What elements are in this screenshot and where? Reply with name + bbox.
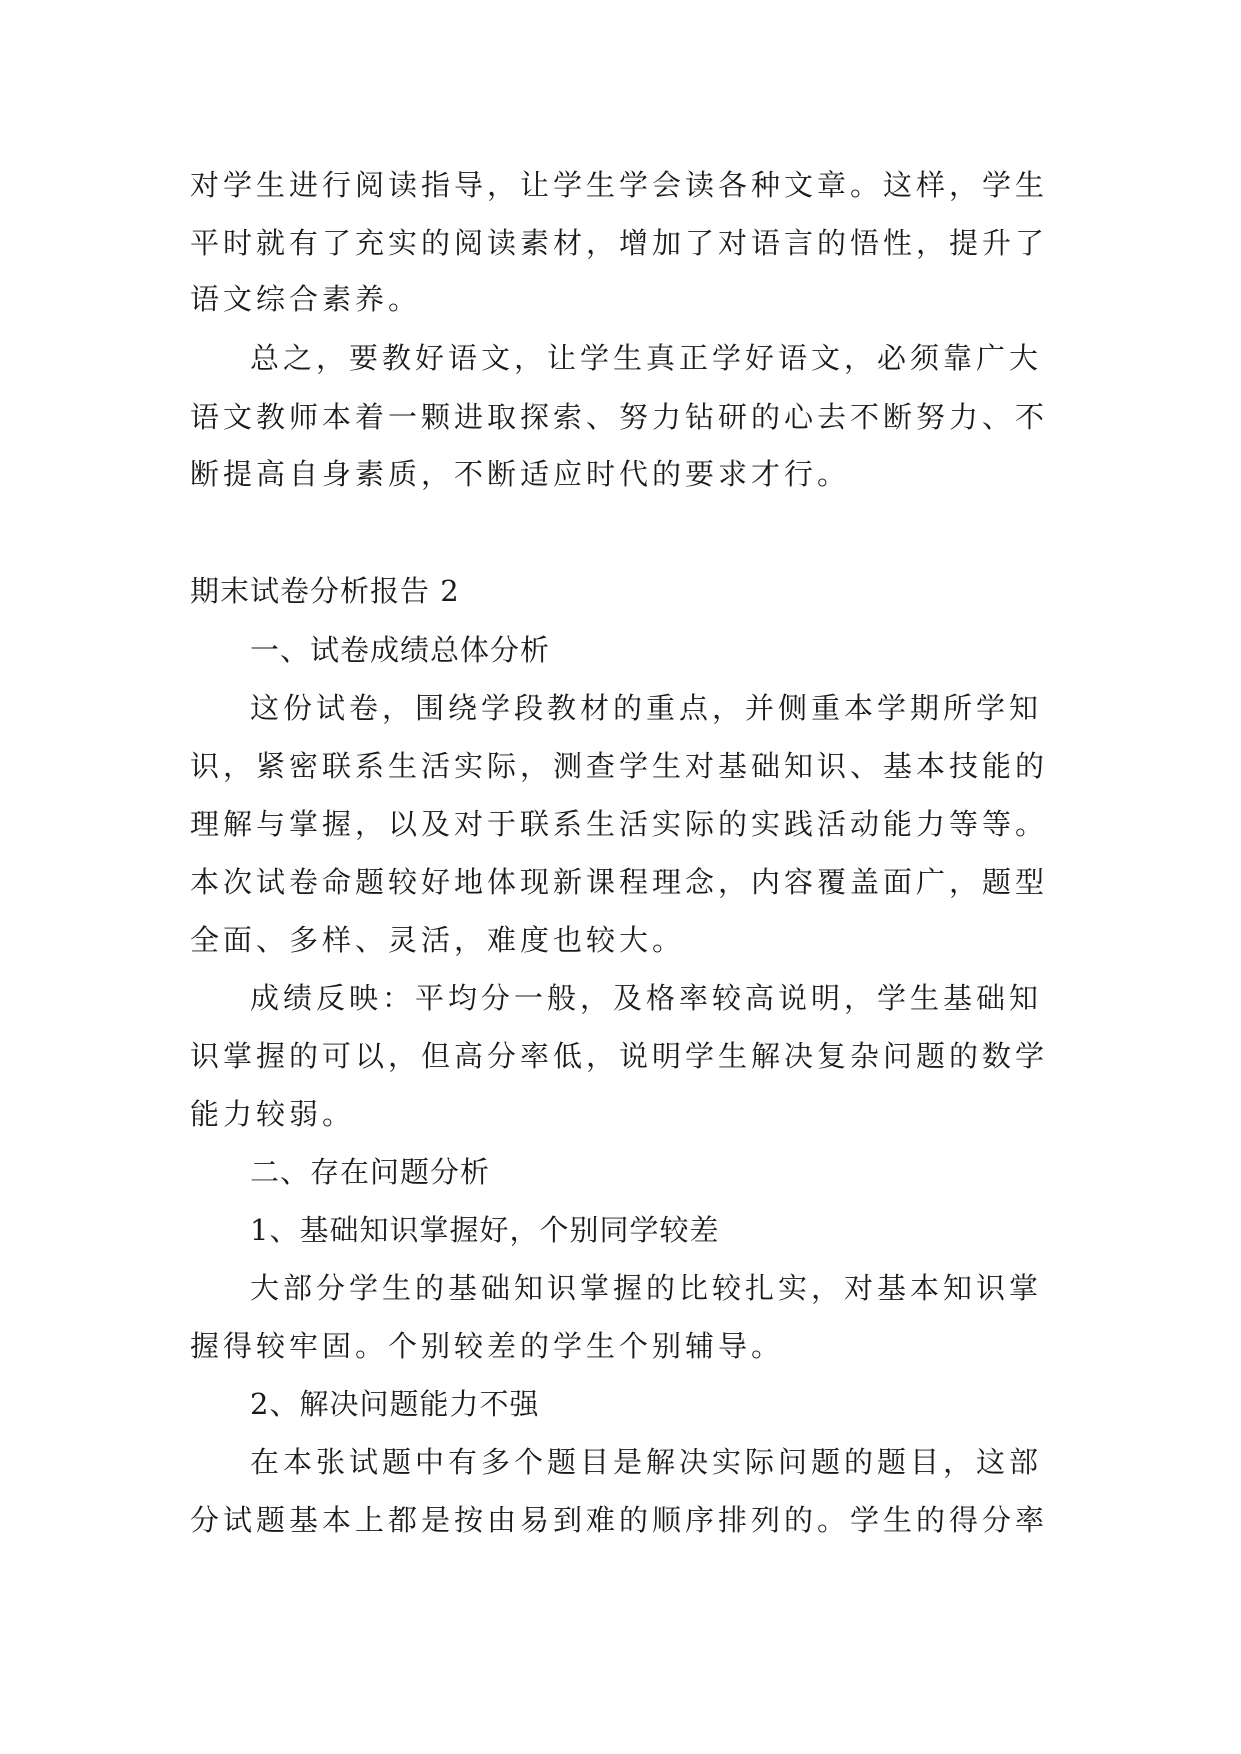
paragraph-line: 平时就有了充实的阅读素材，增加了对语言的悟性，提升了 bbox=[190, 226, 1049, 260]
subsection-heading: 二、存在问题分析 bbox=[250, 1155, 491, 1189]
paragraph-line: 握得较牢固。个别较差的学生个别辅导。 bbox=[190, 1329, 785, 1363]
paragraph-line: 识掌握的可以，但高分率低，说明学生解决复杂问题的数学 bbox=[190, 1039, 1049, 1073]
paragraph-line: 识，紧密联系生活实际，测查学生对基础知识、基本技能的 bbox=[190, 749, 1049, 783]
section-title: 期末试卷分析报告 2 bbox=[190, 574, 460, 608]
paragraph-line: 语文教师本着一颗进取探索、努力钻研的心去不断努力、不 bbox=[190, 400, 1049, 434]
item-heading: 1、基础知识掌握好，个别同学较差 bbox=[250, 1213, 720, 1247]
paragraph-line: 能力较弱。 bbox=[190, 1097, 356, 1131]
paragraph-line: 在本张试题中有多个题目是解决实际问题的题目，这部 bbox=[250, 1445, 1043, 1479]
paragraph-line: 成绩反映：平均分一般，及格率较高说明，学生基础知 bbox=[250, 981, 1043, 1015]
item-heading: 2、解决问题能力不强 bbox=[250, 1387, 540, 1421]
paragraph-line: 对学生进行阅读指导，让学生学会读各种文章。这样，学生 bbox=[190, 168, 1049, 202]
paragraph-line: 本次试卷命题较好地体现新课程理念，内容覆盖面广，题型 bbox=[190, 865, 1049, 899]
paragraph-line: 理解与掌握，以及对于联系生活实际的实践活动能力等等。 bbox=[190, 807, 1049, 841]
paragraph-line: 这份试卷，围绕学段教材的重点，并侧重本学期所学知 bbox=[250, 691, 1043, 725]
paragraph-line: 总之，要教好语文，让学生真正学好语文，必须靠广大 bbox=[250, 341, 1043, 375]
paragraph-line: 分试题基本上都是按由易到难的顺序排列的。学生的得分率 bbox=[190, 1503, 1049, 1537]
paragraph-line: 全面、多样、灵活，难度也较大。 bbox=[190, 923, 686, 957]
paragraph-line: 断提高自身素质，不断适应时代的要求才行。 bbox=[190, 457, 851, 491]
paragraph-line: 大部分学生的基础知识掌握的比较扎实，对基本知识掌 bbox=[250, 1271, 1043, 1305]
subsection-heading: 一、试卷成绩总体分析 bbox=[250, 633, 551, 667]
paragraph-line: 语文综合素养。 bbox=[190, 282, 422, 316]
